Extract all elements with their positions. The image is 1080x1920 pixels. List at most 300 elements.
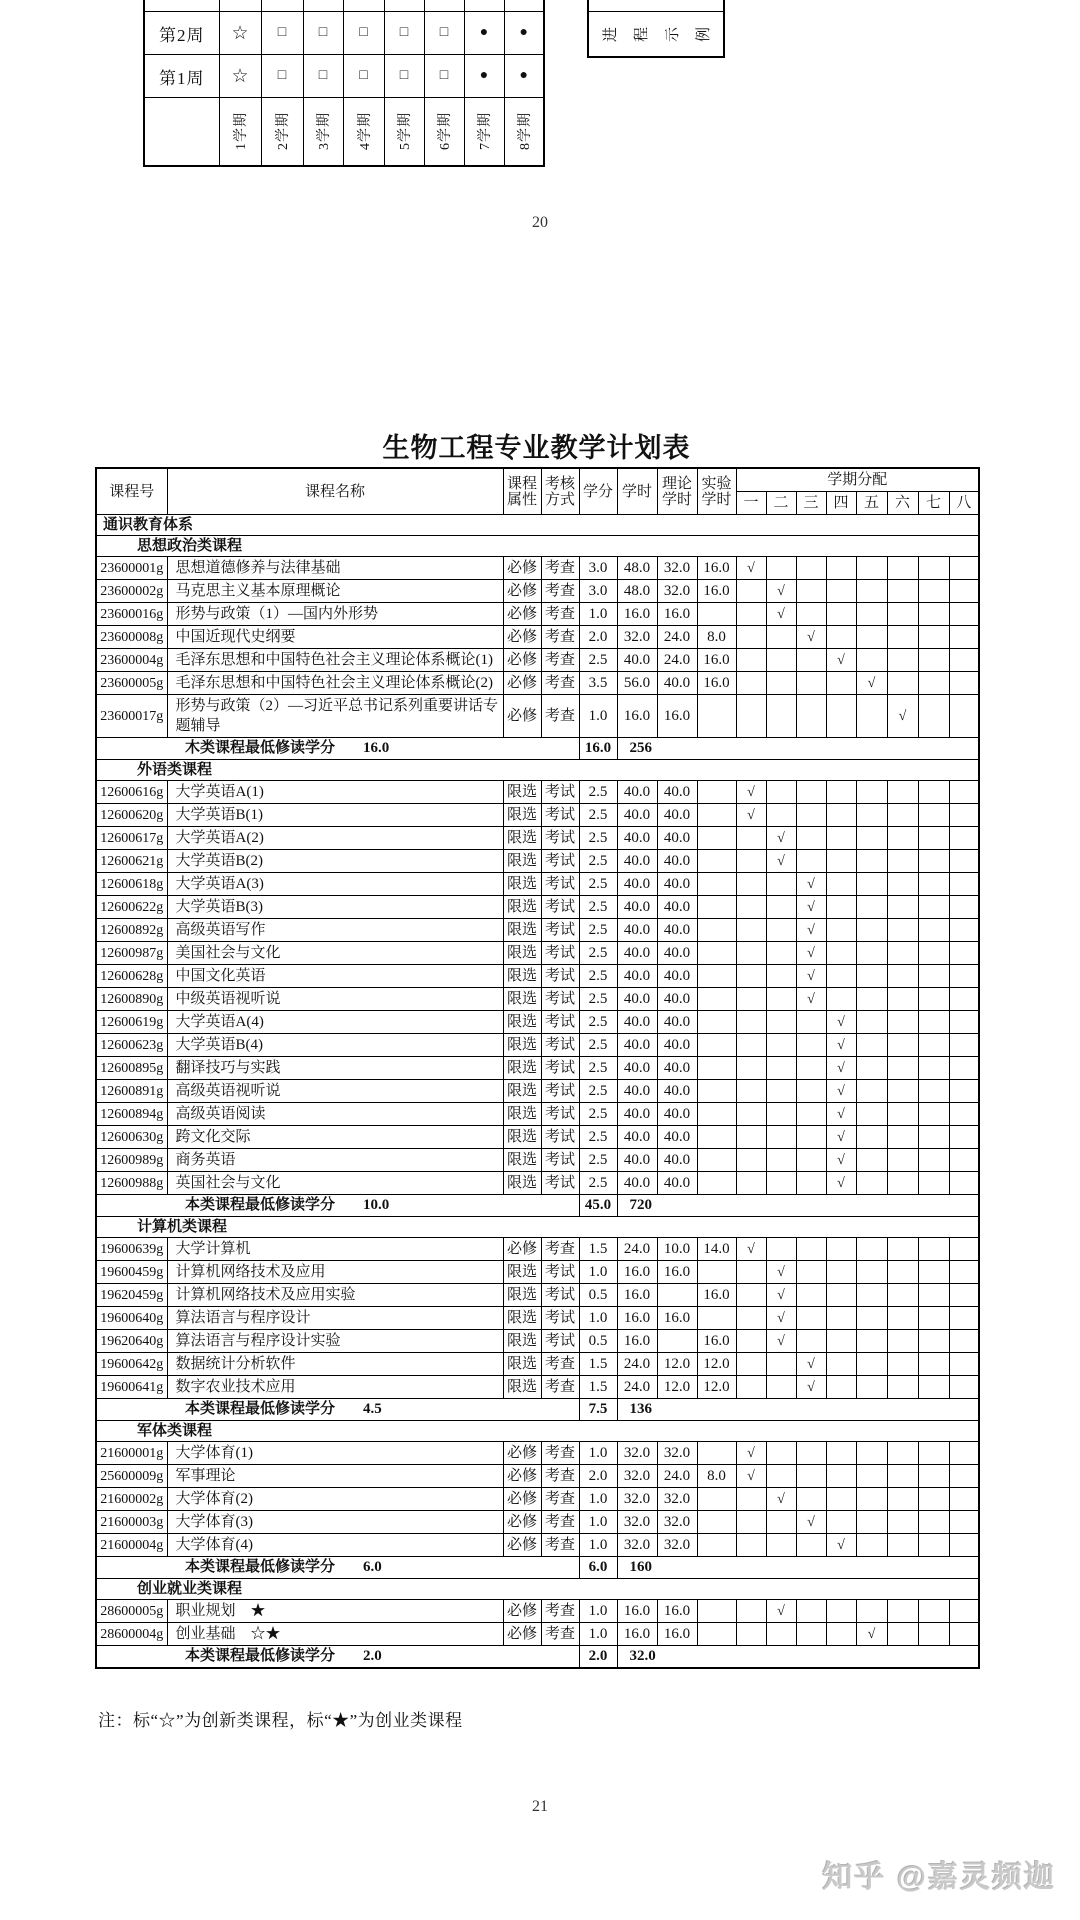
semester-5-cell <box>856 1172 887 1195</box>
semester-5-cell <box>856 1126 887 1149</box>
header-semester-6: 六 <box>887 492 918 515</box>
attribute-cell: 必修 <box>503 580 541 603</box>
semester-4-cell <box>826 850 856 873</box>
course-name-cell: 中国文化英语 <box>167 965 503 988</box>
semester-3-cell: √ <box>796 988 826 1011</box>
section-label: 计算机类课程 <box>96 1217 979 1238</box>
course-id-cell: 23600017g <box>96 695 167 738</box>
semester-8-cell <box>949 1057 979 1080</box>
semester-7-cell <box>918 1284 949 1307</box>
course-name-cell: 高级英语视听说 <box>167 1080 503 1103</box>
lab-hours-cell <box>697 850 736 873</box>
course-id-cell: 12600620g <box>96 804 167 827</box>
semester-6-cell <box>887 896 918 919</box>
course-id-cell: 23600002g <box>96 580 167 603</box>
semester-3-cell <box>796 1172 826 1195</box>
semester-4-cell <box>826 1353 856 1376</box>
theory-hours-cell: 16.0 <box>657 603 697 626</box>
course-row <box>96 804 979 827</box>
semester-7-cell <box>918 1057 949 1080</box>
semester-3-cell <box>796 1465 826 1488</box>
course-row <box>96 580 979 603</box>
lab-hours-cell <box>697 1034 736 1057</box>
attribute-cell: 限选 <box>503 781 541 804</box>
semester-3-cell <box>796 695 826 738</box>
course-name-cell: 大学英语A(1) <box>167 781 503 804</box>
week-row <box>144 12 544 55</box>
semester-5-cell <box>856 1600 887 1623</box>
theory-hours-cell: 32.0 <box>657 1488 697 1511</box>
semester-3-cell: √ <box>796 1376 826 1399</box>
semester-2-cell <box>766 1057 796 1080</box>
hours-cell: 40.0 <box>617 827 657 850</box>
summary-row <box>96 1399 979 1421</box>
course-row <box>96 1376 979 1399</box>
week-row <box>144 55 544 98</box>
assessment-cell: 考试 <box>541 1103 579 1126</box>
course-name-cell: 毛泽东思想和中国特色社会主义理论体系概论(1) <box>167 649 503 672</box>
semester-3-cell: √ <box>796 919 826 942</box>
semester-1-cell <box>736 1534 766 1557</box>
semester-2-cell: √ <box>766 850 796 873</box>
course-row <box>96 1149 979 1172</box>
course-id-cell: 19600639g <box>96 1238 167 1261</box>
checkbox-cell: □ <box>384 12 424 55</box>
course-name-cell: 跨文化交际 <box>167 1126 503 1149</box>
semester-5-cell <box>856 873 887 896</box>
semester-1-cell <box>736 626 766 649</box>
semester-5-cell <box>856 1465 887 1488</box>
lab-hours-cell: 16.0 <box>697 672 736 695</box>
summary-min-credits: 4.5 <box>363 1401 382 1417</box>
hours-cell: 40.0 <box>617 1080 657 1103</box>
semester-8-cell <box>949 1511 979 1534</box>
course-id-cell: 12600894g <box>96 1103 167 1126</box>
lab-hours-cell: 12.0 <box>697 1376 736 1399</box>
assessment-cell: 考试 <box>541 873 579 896</box>
credits-cell: 1.0 <box>579 1600 617 1623</box>
attribute-cell: 限选 <box>503 873 541 896</box>
progress-legend-label <box>589 11 723 56</box>
semester-8-cell <box>949 1442 979 1465</box>
assessment-cell: 考试 <box>541 1080 579 1103</box>
semester-3-cell <box>796 580 826 603</box>
semester-5-cell <box>856 1511 887 1534</box>
hours-cell: 16.0 <box>617 1600 657 1623</box>
rotated-semester-label: 3学期 <box>317 112 332 151</box>
semester-1-cell <box>736 1034 766 1057</box>
theory-hours-cell: 40.0 <box>657 1011 697 1034</box>
semester-7-cell <box>918 827 949 850</box>
semester-8-cell <box>949 1307 979 1330</box>
attribute-cell: 必修 <box>503 1534 541 1557</box>
semester-7-cell <box>918 1011 949 1034</box>
header-theory-hours: 理论学时 <box>657 468 697 515</box>
star-symbol-cell: ☆ <box>219 12 261 55</box>
attribute-cell: 必修 <box>503 1238 541 1261</box>
semester-1-cell: √ <box>736 557 766 580</box>
attribute-cell: 限选 <box>503 850 541 873</box>
assessment-cell: 考查 <box>541 557 579 580</box>
credits-cell: 1.0 <box>579 1534 617 1557</box>
semester-5-cell <box>856 557 887 580</box>
semester-6-cell <box>887 1376 918 1399</box>
hours-cell: 32.0 <box>617 1465 657 1488</box>
course-row <box>96 1126 979 1149</box>
semester-5-cell <box>856 695 887 738</box>
hours-cell: 40.0 <box>617 1103 657 1126</box>
summary-hours-cell: 160 <box>617 1557 979 1579</box>
star-symbol-cell: ☆ <box>219 55 261 98</box>
semester-2-cell <box>766 1034 796 1057</box>
course-id-cell: 19600640g <box>96 1307 167 1330</box>
semester-3-cell: √ <box>796 626 826 649</box>
lab-hours-cell: 12.0 <box>697 1353 736 1376</box>
semester-7-cell <box>918 896 949 919</box>
hours-cell: 40.0 <box>617 1126 657 1149</box>
course-name-cell: 大学体育(3) <box>167 1511 503 1534</box>
section-row <box>96 1421 979 1442</box>
header-attribute: 课程属性 <box>503 468 541 515</box>
lab-hours-cell <box>697 1080 736 1103</box>
summary-label: 本类课程最低修读学分 <box>185 1197 336 1213</box>
credits-cell: 1.5 <box>579 1238 617 1261</box>
course-row <box>96 919 979 942</box>
cut-cell <box>343 0 384 12</box>
semester-3-cell <box>796 1284 826 1307</box>
semester-3-cell <box>796 603 826 626</box>
theory-hours-cell: 40.0 <box>657 804 697 827</box>
semester-7-cell <box>918 1442 949 1465</box>
summary-credits-cell: 7.5 <box>579 1399 617 1421</box>
cut-off-row <box>144 0 544 12</box>
summary-row <box>96 1646 979 1669</box>
lab-hours-cell: 16.0 <box>697 649 736 672</box>
semester-2-cell <box>766 942 796 965</box>
semester-6-cell <box>887 781 918 804</box>
lab-hours-cell <box>697 1442 736 1465</box>
section-row <box>96 1217 979 1238</box>
semester-5-cell <box>856 603 887 626</box>
course-name-cell: 创业基础 ☆★ <box>167 1623 503 1646</box>
semester-4-cell <box>826 1307 856 1330</box>
semester-2-cell <box>766 1376 796 1399</box>
theory-hours-cell: 32.0 <box>657 1511 697 1534</box>
semester-4-cell <box>826 873 856 896</box>
semester-2-cell: √ <box>766 1330 796 1353</box>
semester-3-cell <box>796 1149 826 1172</box>
credits-cell: 2.5 <box>579 1034 617 1057</box>
attribute-cell: 必修 <box>503 1465 541 1488</box>
course-name-cell: 中国近现代史纲要 <box>167 626 503 649</box>
theory-hours-cell: 40.0 <box>657 965 697 988</box>
semester-7-cell <box>918 1149 949 1172</box>
course-row <box>96 557 979 580</box>
course-id-cell: 19620459g <box>96 1284 167 1307</box>
semester-4-cell: √ <box>826 1103 856 1126</box>
semester-4-cell <box>826 557 856 580</box>
theory-hours-cell: 32.0 <box>657 1442 697 1465</box>
credits-cell: 3.0 <box>579 580 617 603</box>
assessment-cell: 考试 <box>541 942 579 965</box>
semester-4-cell <box>826 988 856 1011</box>
semester-2-cell <box>766 1103 796 1126</box>
course-row <box>96 1103 979 1126</box>
hours-cell: 40.0 <box>617 1011 657 1034</box>
semester-1-cell <box>736 965 766 988</box>
theory-hours-cell <box>657 1330 697 1353</box>
semester-8-cell <box>949 1353 979 1376</box>
course-name-cell: 高级英语阅读 <box>167 1103 503 1126</box>
semester-3-cell <box>796 827 826 850</box>
rotated-legend-char: 示 <box>665 26 682 42</box>
semester-6-cell <box>887 1307 918 1330</box>
hours-cell: 16.0 <box>617 1261 657 1284</box>
course-name-cell: 算法语言与程序设计 <box>167 1307 503 1330</box>
semester-2-cell <box>766 1511 796 1534</box>
hours-cell: 40.0 <box>617 1172 657 1195</box>
semester-6-cell: √ <box>887 695 918 738</box>
page-number-bottom: 21 <box>532 1798 548 1815</box>
semester-6-cell <box>887 1330 918 1353</box>
summary-min-credits: 6.0 <box>363 1559 382 1575</box>
lab-hours-cell <box>697 1149 736 1172</box>
semester-7-cell <box>918 695 949 738</box>
hours-cell: 48.0 <box>617 557 657 580</box>
course-id-cell: 28600004g <box>96 1623 167 1646</box>
lab-hours-cell <box>697 1488 736 1511</box>
course-name-cell: 思想道德修养与法律基础 <box>167 557 503 580</box>
credits-cell: 2.5 <box>579 804 617 827</box>
credits-cell: 2.5 <box>579 649 617 672</box>
semester-1-cell: √ <box>736 781 766 804</box>
semester-6-cell <box>887 626 918 649</box>
semester-8-cell <box>949 1011 979 1034</box>
course-id-cell: 12600622g <box>96 896 167 919</box>
hours-cell: 24.0 <box>617 1353 657 1376</box>
rotated-legend-char: 程 <box>633 26 650 42</box>
attribute-cell: 限选 <box>503 988 541 1011</box>
semester-2-cell <box>766 1238 796 1261</box>
semester-1-cell <box>736 1011 766 1034</box>
semester-3-cell <box>796 1057 826 1080</box>
assessment-cell: 考试 <box>541 988 579 1011</box>
semester-5-cell <box>856 1284 887 1307</box>
course-id-cell: 21600002g <box>96 1488 167 1511</box>
credits-cell: 2.5 <box>579 1103 617 1126</box>
attribute-cell: 限选 <box>503 1149 541 1172</box>
course-id-cell: 21600001g <box>96 1442 167 1465</box>
course-row <box>96 695 979 738</box>
semester-4-cell: √ <box>826 1149 856 1172</box>
semester-label-cell <box>464 98 504 166</box>
hours-cell: 40.0 <box>617 988 657 1011</box>
semester-3-cell <box>796 850 826 873</box>
semester-1-cell <box>736 827 766 850</box>
semester-4-cell <box>826 965 856 988</box>
course-name-cell: 大学体育(2) <box>167 1488 503 1511</box>
hours-cell: 40.0 <box>617 649 657 672</box>
semester-1-cell <box>736 1080 766 1103</box>
semester-6-cell <box>887 1126 918 1149</box>
semester-4-cell <box>826 781 856 804</box>
assessment-cell: 考试 <box>541 1126 579 1149</box>
credits-cell: 1.0 <box>579 1307 617 1330</box>
semester-2-cell <box>766 1442 796 1465</box>
semester-5-cell <box>856 896 887 919</box>
semester-7-cell <box>918 626 949 649</box>
theory-hours-cell: 32.0 <box>657 1534 697 1557</box>
assessment-cell: 考查 <box>541 1238 579 1261</box>
course-name-cell: 计算机网络技术及应用实验 <box>167 1284 503 1307</box>
semester-4-cell <box>826 1238 856 1261</box>
semester-8-cell <box>949 873 979 896</box>
semester-3-cell <box>796 1307 826 1330</box>
semester-7-cell <box>918 557 949 580</box>
semester-8-cell <box>949 1172 979 1195</box>
semester-8-cell <box>949 1465 979 1488</box>
header-course-name: 课程名称 <box>167 468 503 515</box>
course-row <box>96 1284 979 1307</box>
hours-cell: 16.0 <box>617 1623 657 1646</box>
cut-cell <box>219 0 261 12</box>
semester-8-cell <box>949 1623 979 1646</box>
assessment-cell: 考查 <box>541 1534 579 1557</box>
semester-2-cell <box>766 672 796 695</box>
watermark: 知乎 @嘉灵频迦 <box>822 1861 1056 1894</box>
summary-credits-cell: 6.0 <box>579 1557 617 1579</box>
checkbox-cell: □ <box>303 55 343 98</box>
header-semester-allocation: 学期分配 <box>736 468 979 492</box>
attribute-cell: 限选 <box>503 1080 541 1103</box>
credits-cell: 2.0 <box>579 1465 617 1488</box>
hours-cell: 32.0 <box>617 1534 657 1557</box>
theory-hours-cell: 40.0 <box>657 873 697 896</box>
semester-8-cell <box>949 1376 979 1399</box>
attribute-cell: 限选 <box>503 804 541 827</box>
semester-8-cell <box>949 942 979 965</box>
semester-2-cell <box>766 557 796 580</box>
semester-label-cell <box>504 98 544 166</box>
section-label: 外语类课程 <box>96 760 979 781</box>
course-row <box>96 1442 979 1465</box>
semester-2-cell: √ <box>766 1307 796 1330</box>
semester-8-cell <box>949 781 979 804</box>
hours-cell: 32.0 <box>617 1511 657 1534</box>
course-row <box>96 1172 979 1195</box>
course-row <box>96 781 979 804</box>
theory-hours-cell: 40.0 <box>657 942 697 965</box>
hours-cell: 48.0 <box>617 580 657 603</box>
semester-2-cell <box>766 988 796 1011</box>
course-name-cell: 大学英语A(4) <box>167 1011 503 1034</box>
semester-7-cell <box>918 1376 949 1399</box>
semester-7-cell <box>918 1261 949 1284</box>
course-row <box>96 1261 979 1284</box>
semester-1-cell <box>736 1103 766 1126</box>
semester-2-cell <box>766 873 796 896</box>
semester-1-cell <box>736 1284 766 1307</box>
course-id-cell: 12600623g <box>96 1034 167 1057</box>
attribute-cell: 限选 <box>503 919 541 942</box>
course-name-cell: 大学英语B(3) <box>167 896 503 919</box>
theory-hours-cell: 32.0 <box>657 557 697 580</box>
course-name-cell: 毛泽东思想和中国特色社会主义理论体系概论(2) <box>167 672 503 695</box>
semester-label-cell <box>384 98 424 166</box>
hours-cell: 16.0 <box>617 695 657 738</box>
cut-cell <box>504 0 544 12</box>
semester-3-cell: √ <box>796 1511 826 1534</box>
semester-6-cell <box>887 580 918 603</box>
course-name-cell: 大学英语B(4) <box>167 1034 503 1057</box>
rotated-legend-char: 例 <box>696 26 713 42</box>
assessment-cell: 考查 <box>541 1511 579 1534</box>
semester-5-cell <box>856 942 887 965</box>
lab-hours-cell <box>697 603 736 626</box>
semester-1-cell <box>736 580 766 603</box>
attribute-cell: 限选 <box>503 1376 541 1399</box>
semester-1-cell <box>736 1330 766 1353</box>
section-label: 创业就业类课程 <box>96 1579 979 1600</box>
lab-hours-cell: 16.0 <box>697 557 736 580</box>
assessment-cell: 考查 <box>541 672 579 695</box>
hours-cell: 40.0 <box>617 1057 657 1080</box>
semester-5-cell <box>856 1080 887 1103</box>
course-id-cell: 12600630g <box>96 1126 167 1149</box>
semester-5-cell <box>856 1103 887 1126</box>
checkbox-cell: □ <box>303 12 343 55</box>
rotated-semester-label: 4学期 <box>357 112 373 151</box>
attribute-cell: 必修 <box>503 1511 541 1534</box>
assessment-cell: 考查 <box>541 580 579 603</box>
course-id-cell: 12600892g <box>96 919 167 942</box>
semester-2-cell: √ <box>766 1284 796 1307</box>
semester-5-cell <box>856 1011 887 1034</box>
attribute-cell: 限选 <box>503 1353 541 1376</box>
semester-3-cell <box>796 1011 826 1034</box>
semester-3-cell <box>796 804 826 827</box>
semester-7-cell <box>918 1126 949 1149</box>
semester-label-cell <box>424 98 464 166</box>
course-name-cell: 大学英语A(2) <box>167 827 503 850</box>
semester-6-cell <box>887 672 918 695</box>
theory-hours-cell: 24.0 <box>657 1465 697 1488</box>
semester-8-cell <box>949 1080 979 1103</box>
course-row <box>96 1011 979 1034</box>
header-row <box>96 468 979 492</box>
semester-8-cell <box>949 603 979 626</box>
semester-7-cell <box>918 1534 949 1557</box>
assessment-cell: 考查 <box>541 1442 579 1465</box>
semester-7-cell <box>918 1488 949 1511</box>
semester-6-cell <box>887 804 918 827</box>
semester-3-cell <box>796 1238 826 1261</box>
header-semester-3: 三 <box>796 492 826 515</box>
semester-6-cell <box>887 988 918 1011</box>
semester-6-cell <box>887 1488 918 1511</box>
semester-3-cell <box>796 557 826 580</box>
page-number-top: 20 <box>532 214 548 231</box>
theory-hours-cell: 16.0 <box>657 1623 697 1646</box>
semester-4-cell <box>826 1600 856 1623</box>
course-row <box>96 1080 979 1103</box>
semester-4-cell <box>826 1442 856 1465</box>
semester-1-cell <box>736 1376 766 1399</box>
credits-cell: 2.5 <box>579 1057 617 1080</box>
header-credits: 学分 <box>579 468 617 515</box>
semester-7-cell <box>918 1103 949 1126</box>
lab-hours-cell <box>697 988 736 1011</box>
